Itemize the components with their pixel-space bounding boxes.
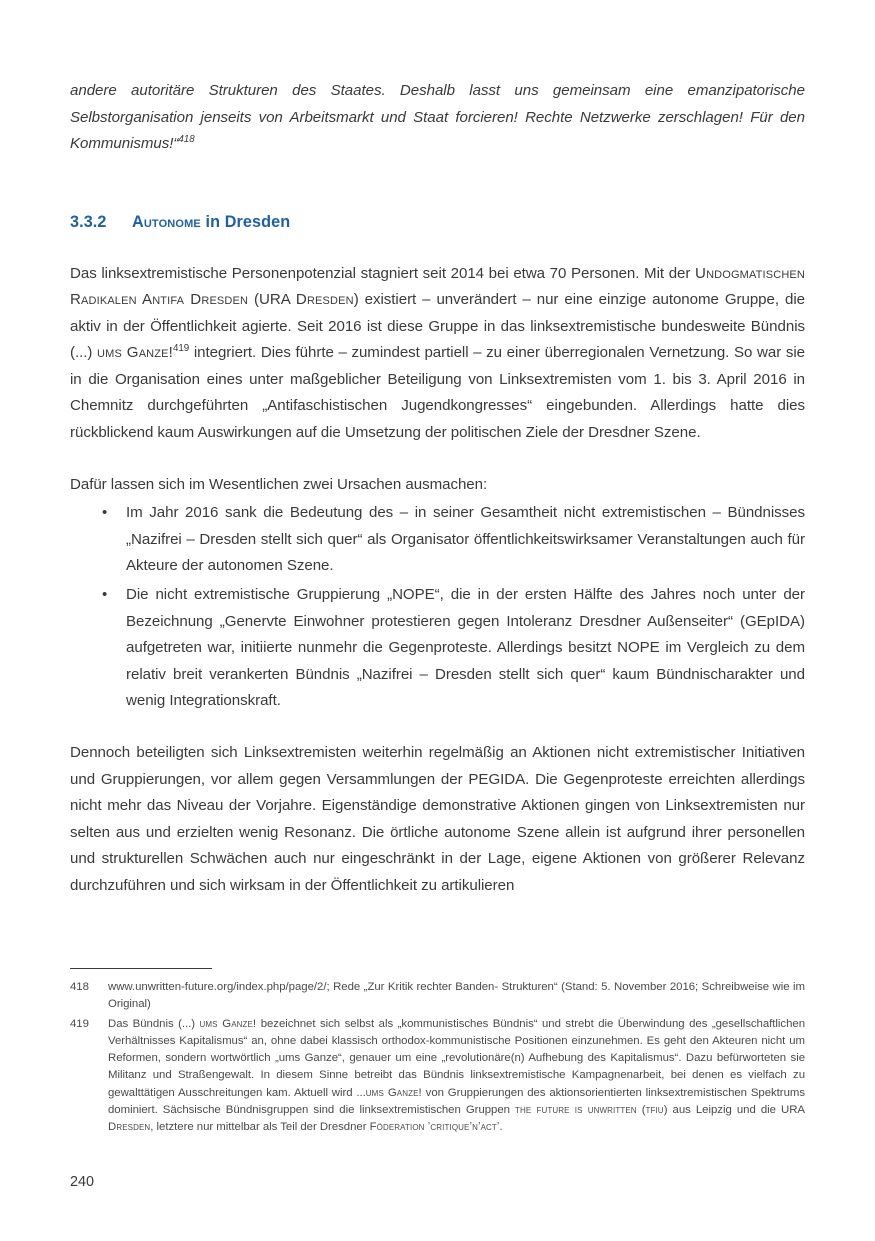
quotation-body: andere autoritäre Strukturen des Staates. Deshalb lasst uns gemeinsam eine emanzipatorische Selbstorganisation jenseits von Arbeitsmarkt und Staat forcieren! Rechte Netzwerke zerschlagen! Für den Kommunismus!“	[70, 82, 805, 152]
footnote-separator	[70, 968, 212, 969]
opening-quotation	[70, 78, 805, 158]
footnote-text: www.unwritten-future.org/index.php/page/2/; Rede „Zur Kritik rechter Banden- Strukturen“ (Stand: 5. November 2016; Schreibweise wie im Original)	[108, 981, 805, 1011]
footnote-419	[70, 1016, 805, 1136]
org-dresden: Dresden	[295, 291, 354, 309]
paragraph-causes-lead: Dafür lassen sich im Wesentlichen zwei Ursachen ausmachen:	[70, 475, 488, 493]
fn419-part6: , letztere nur mittelbar als Teil der Dresdner	[150, 1120, 370, 1133]
intro-text-4: integriert. Dies führte – zumindest partiell – zu einer überregionalen Vernetzung. So war sie in die Organisation eines unter maßgeblicher Beteiligung von Linksextremisten vom 1. bis 3. April 2016 in Chemnitz durchgeführten „Antifaschistischen Jugendkongresses“ eingebunden. Allerdings hatte dies rückblickend kaum Auswirkungen auf die Umsetzung der politischen Ziele der Dresdner Szene.	[70, 344, 805, 442]
footnote-area	[70, 968, 805, 1139]
page-content	[70, 0, 805, 900]
fn419-part1: Das Bündnis (...)	[108, 1018, 200, 1031]
section-number: 3.3.2	[70, 212, 107, 231]
intro-text-3: ) existiert – unverändert – nur eine einzige autonome Gruppe, die aktiv in der Öffentlichkeit agierte. Seit 2016 ist diese Gruppe in das linksextremistische bundesweite Bündnis (...)	[70, 291, 805, 362]
footnote-text	[108, 1018, 805, 1133]
footnote-number: 419	[70, 1018, 89, 1031]
fn419-org-dresden: Dresden	[108, 1120, 151, 1133]
fn419-org-tfiu-abbr: tfiu	[645, 1103, 664, 1116]
causes-list	[70, 500, 805, 715]
section-heading	[70, 211, 805, 233]
fn419-part4: (	[636, 1103, 646, 1116]
fn419-org-ums-ganze-2: ums Ganze!	[365, 1086, 422, 1099]
paragraph-intro	[70, 261, 805, 447]
page-number: 240	[70, 1174, 95, 1190]
fn419-org-tfiu-full: the future is unwritten	[515, 1103, 637, 1116]
quotation-footnote-marker: 418	[178, 133, 195, 145]
fn419-part7: .	[499, 1120, 503, 1133]
section-title-rest: in Dresden	[200, 212, 291, 231]
fn419-part2: bezeichnet sich selbst als „kommunistisches Bündnis“ und strebt die Überwindung des „gesellschaftlichen Verhältnisses Kapitalismus“ an, ohne dabei klassisch orthodox-kommunistische Positionen einzunehmen. Es geht den Akteuren nicht um Reformen, sondern wortwörtlich „ums Ganze“, genauer um eine „revolutionäre(n) Aufhebung des Kapitalismus“. Dazu befürworteten sie Militanz und Straßengewalt. In diesem Sinne betreibt das Bündnis linksextremistische Kampagnenarbeit, bei denen es vielfach zu gewalttätigen Ausschreitungen kam. Aktuell wird ...	[108, 1018, 805, 1099]
bullet-icon: •	[102, 586, 108, 604]
fn419-part5: ) aus Leipzig und die URA	[663, 1103, 805, 1116]
list-item-text: Im Jahr 2016 sank die Bedeutung des – in seiner Gesamtheit nicht extremistischen – Bündnisses „Nazifrei – Dresden stellt sich quer“ als Organisator öffentlichkeitswirksamer Veranstaltungen auch für Akteure der autonomen Szene.	[126, 504, 805, 575]
bullet-icon: •	[102, 504, 108, 522]
fn419-org-foederation: Föderation ʼcritiqueʼnʼactʼ	[369, 1120, 500, 1133]
list-item-text: Die nicht extremistische Gruppierung „NOPE“, die in der ersten Hälfte des Jahres noch unter der Bezeichnung „Genervte Einwohner protestieren gegen Intoleranz Dresdner Außenseiter“ (GEpIDA) aufgetreten war, initiierte nunmehr die Gegenproteste. Allerdings besitzt NOPE im Vergleich zu dem relativ breit verankerten Bündnis „Nazifrei – Dresden stellt sich quer“ kaum Bündnischarakter und wenig Integrationskraft.	[126, 586, 805, 710]
quotation-text	[70, 78, 805, 158]
intro-footnote-marker: 419	[172, 343, 190, 355]
org-ura-full: Undogmatischen Radikalen Antifa Dresden	[70, 264, 805, 309]
fn419-org-ums-ganze-1: ums Ganze!	[199, 1018, 257, 1031]
list-item	[70, 582, 805, 715]
intro-text-1: Das linksextremistische Personenpotenzial stagniert seit 2014 bei etwa 70 Personen. Mit der	[70, 264, 696, 282]
section-title-smallcaps: Autonome	[132, 212, 201, 231]
intro-text-2: (URA	[248, 291, 296, 309]
org-ums-ganze: ums Ganze!	[97, 344, 173, 362]
paragraph-closing: Dennoch beteiligten sich Linksextremisten weiterhin regelmäßig an Aktionen nicht extremistischer Initiativen und Gruppierungen, vor allem gegen Versammlungen der PEGIDA. Die Gegenproteste erreichten allerdings nicht mehr das Niveau der Vorjahre. Eigenständige demonstrative Aktionen gingen von Linksextremisten nur selten aus und erzielten wenig Resonanz. Die örtliche autonome Szene allein ist aufgrund ihrer personellen und strukturellen Schwächen auch nur eingeschränkt in der Lage, eigene Aktionen von größerer Relevanz durchzuführen und sich wirksam in der Öffentlichkeit zu artikulieren	[70, 744, 805, 894]
section-title	[132, 211, 290, 233]
footnote-number: 418	[70, 981, 89, 993]
footnote-418	[70, 979, 805, 1013]
list-item	[70, 500, 805, 580]
fn419-part3: von Gruppierungen des aktionsorientierten linksextremistischen Spektrums dominiert. Sächsische Bündnisgruppen sind die linksextremistischen Gruppen	[108, 1086, 805, 1116]
